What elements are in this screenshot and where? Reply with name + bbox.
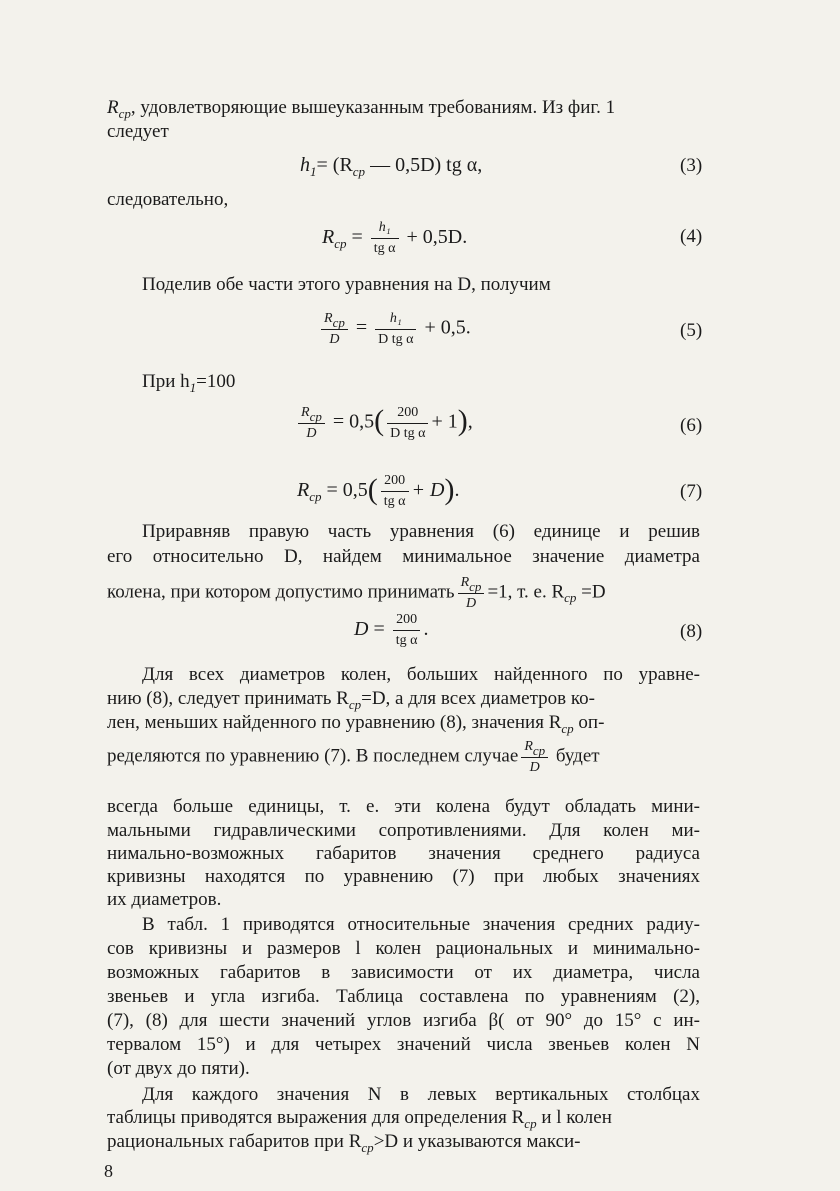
subscript: cp [348, 697, 362, 712]
text-segment: сов кривизны и размеров l колен рациональных и минимально- [107, 938, 700, 959]
equation-number: (7) [680, 481, 703, 502]
fraction-denominator: tg α [373, 241, 396, 256]
equals-sign: = [351, 226, 363, 249]
text-segment: мальными гидравлическими сопротивлениями. Для колен ми- [107, 820, 700, 841]
text-segment: . [423, 618, 429, 641]
text-segment: звеньев и угла изгиба. Таблица составлена по уравнениям (2), [107, 986, 700, 1007]
text-line [107, 1107, 612, 1130]
text-segment: (от двух до пяти). [107, 1058, 250, 1079]
fraction-denominator: D [329, 332, 340, 347]
text-line [142, 914, 700, 936]
text-segment: оп- [573, 712, 605, 733]
text-segment: . [454, 479, 460, 502]
text-segment: Приравняв правую часть уравнения (6) единице и решив [142, 521, 700, 542]
subscript: cp [309, 489, 322, 505]
text-line [107, 189, 228, 211]
text-segment: В табл. 1 приводятся относительные значения средних радиу- [142, 914, 700, 935]
text-segment: + 0,5D. [406, 226, 468, 249]
text-segment: будет [555, 745, 600, 767]
text-segment: колена, при котором допустимо принимать [107, 581, 455, 603]
subscript: 1 [189, 380, 197, 395]
text-line [107, 1131, 581, 1154]
text-line [107, 546, 700, 568]
equation-number: (3) [680, 155, 703, 176]
equation-number: (4) [680, 226, 703, 247]
text-segment: нию (8), следует принимать R [107, 688, 349, 709]
fraction-numerator: h₁ [375, 311, 416, 330]
text-segment: таблицы приводятся выражения для определения R [107, 1107, 525, 1128]
subscript: cp [524, 1116, 537, 1131]
text-line [142, 664, 700, 686]
text-line [107, 1034, 700, 1056]
symbol-r: R [107, 97, 119, 118]
symbol: h [300, 154, 310, 176]
subscript: cp [564, 590, 577, 606]
text-segment: + D [411, 479, 445, 502]
text-line [107, 938, 700, 960]
text-segment: ределяются по уравнению (7). В последнем случае [107, 745, 519, 767]
text-segment: его относительно D, найдем минимальное значение диаметра [107, 546, 700, 567]
text-line [107, 866, 700, 888]
subscript: cp [309, 409, 322, 424]
text-segment: лен, меньших найденного по уравнению (8), значения R [107, 712, 562, 733]
text-segment: кривизны находятся по уравнению (7) при любых значениях [107, 866, 700, 887]
text-line [142, 521, 700, 543]
equation-6 [295, 404, 473, 442]
fraction-denominator: D [306, 426, 317, 441]
text-line [107, 712, 604, 735]
text-segment: следовательно, [107, 189, 229, 210]
text-segment: = (R [316, 154, 353, 176]
text-line [142, 371, 235, 394]
text-segment: + 1 [431, 410, 458, 433]
fraction-numerator: 200 [393, 612, 421, 631]
symbol: D [354, 618, 369, 641]
page-number: 8 [104, 1161, 113, 1181]
text-segment: рациональных габаритов при R [107, 1131, 362, 1152]
fraction [521, 738, 548, 776]
subscript: 1 [310, 164, 317, 179]
symbol: R [324, 311, 333, 326]
text-line [107, 97, 615, 120]
text-line [107, 843, 700, 865]
fraction [375, 311, 416, 348]
fraction-numerator: h₁ [371, 220, 399, 239]
text-segment: всегда больше единицы, т. е. эти колена будут обладать мини- [107, 796, 700, 817]
text-segment: >D и указываются макси- [373, 1131, 581, 1152]
open-paren: ( [367, 472, 378, 506]
fraction-denominator: D [465, 596, 477, 611]
text-segment: и l колен [536, 1107, 612, 1128]
fraction-denominator: D tg α [390, 425, 426, 441]
fraction-numerator: 200 [387, 405, 428, 424]
text-segment: =D, а для всех диаметров ко- [361, 688, 595, 709]
fraction-numerator [298, 404, 325, 424]
text-segment: нимально-возможных габаритов значения среднего радиуса [107, 843, 700, 864]
symbol: R [524, 739, 533, 754]
symbol: R [460, 575, 470, 590]
text-segment: — 0,5D) tg α, [365, 154, 483, 176]
subscript: cp [561, 721, 574, 736]
subscript: cp [361, 1140, 374, 1155]
text-line [107, 738, 600, 776]
symbol: R [322, 226, 335, 249]
subscript: cp [334, 236, 347, 252]
fraction-numerator [458, 574, 485, 594]
fraction-numerator [521, 738, 548, 758]
text-segment: их диаметров. [107, 889, 222, 910]
equation-4 [322, 220, 467, 257]
text-line [107, 820, 700, 842]
fraction [387, 405, 428, 442]
text-segment: Для всех диаметров колен, больших найденного по уравне- [142, 664, 700, 685]
text-segment: = 0,5 [332, 410, 375, 433]
text-line [107, 1058, 250, 1080]
equation-number: (5) [680, 320, 703, 341]
subscript: cp [118, 106, 131, 121]
subscript: cp [469, 579, 482, 594]
equation-8 [354, 612, 428, 649]
text-segment: , удовлетворяющие вышеуказанным требованиям. Из фиг. 1 [130, 97, 616, 118]
text-segment: Поделив обе части этого уравнения на D, получим [142, 274, 551, 295]
fraction [381, 473, 409, 510]
text-line [107, 1010, 700, 1032]
open-paren: ( [374, 404, 385, 437]
fraction-denominator: tg α [395, 633, 418, 648]
subscript: cp [332, 315, 345, 330]
close-paren: ) [457, 404, 468, 437]
equals-sign: = [373, 618, 385, 641]
fraction [458, 574, 485, 612]
text-line [107, 796, 700, 818]
fraction-numerator: 200 [381, 473, 409, 492]
equation-number: (6) [680, 415, 703, 436]
equation-7 [297, 473, 459, 510]
symbol: R [297, 479, 310, 502]
subscript: cp [532, 743, 546, 758]
fraction-denominator: tg α [383, 494, 406, 509]
fraction-denominator: D tg α [378, 331, 414, 347]
text-segment: тервалом 15°) и для четырех значений числа звеньев колен N [107, 1034, 700, 1055]
symbol: R [301, 405, 310, 420]
text-line [142, 1084, 700, 1106]
text-line [107, 688, 595, 711]
text-segment: + 0,5. [424, 316, 471, 339]
text-segment: следует [107, 121, 169, 142]
equals-sign: = [355, 316, 368, 339]
text-line [107, 121, 169, 143]
text-line [107, 986, 700, 1008]
text-segment: (7), (8) для шести значений углов изгиба β( от 90° до 15° с ин- [107, 1010, 700, 1031]
text-line [142, 274, 551, 296]
text-segment: Для каждого значения N в левых вертикальных столбцах [142, 1084, 700, 1105]
fraction [321, 310, 348, 348]
close-paren: ) [444, 472, 455, 506]
text-segment: = 0,5 [326, 479, 368, 502]
equation-number: (8) [680, 621, 703, 642]
fraction [371, 220, 399, 257]
equation-3 [300, 153, 482, 179]
fraction [393, 612, 421, 649]
text-segment: , [467, 410, 473, 433]
text-segment: =D [576, 581, 606, 603]
text-line [107, 574, 606, 612]
text-segment: =100 [196, 371, 236, 392]
text-segment: При h [142, 371, 190, 392]
text-line [107, 889, 221, 911]
text-line [107, 962, 700, 984]
equation-5 [318, 310, 471, 348]
text-segment: =1, т. е. R [487, 581, 565, 603]
subscript: cp [352, 164, 366, 179]
text-segment: возможных габаритов в зависимости от их диаметра, числа [107, 962, 700, 983]
fraction-numerator [321, 310, 348, 330]
fraction [298, 404, 325, 442]
fraction-denominator: D [529, 760, 540, 775]
